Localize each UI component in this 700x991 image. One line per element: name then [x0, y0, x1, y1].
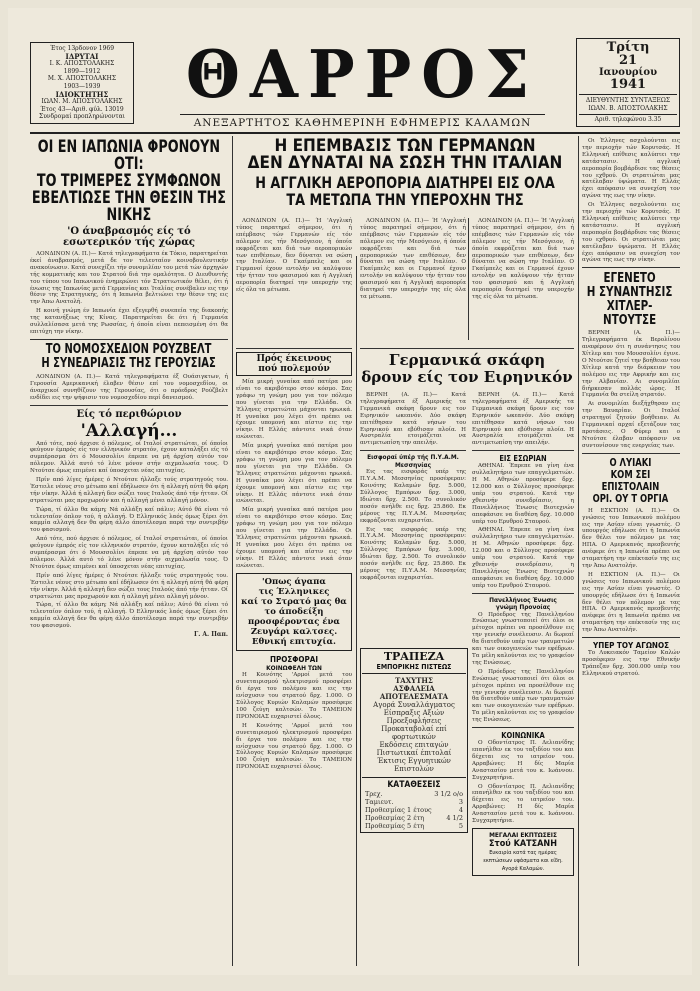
- article-body: Πρίν από λίγες ήμέρες ό Ντούτσε ήλλαξε τούς στρατηγούς του. Έστειλε νέους στο μέτωπο καί έδήλωσεν ότι ή αλλαγή αύτή θά φέρη τήν νίκην. Άλλά ή αλλαγή δεν σώζει τους Ιταλούς άπό τήν ήτταν. Οί στρατιώται μας προχωρούν και ή αλλαγή μένει αλλαγή μόνον.: [30, 572, 228, 600]
- founder-line: Ι. Κ. ΑΠΟΣΤΟΛΑΚΗΣ: [49, 60, 115, 68]
- deposit-rate-row: [362, 790, 466, 798]
- article-body: Εις τας εισφοράς υπέρ της Π.Υ.Α.Μ. Μεσσηνίας προσέφεραν: Κοινότης Καλαμών δρχ. 5.000, Σύλλογος Εμπόρων δρχ. 3.000, Ιδιώται δρχ. 2.500. Το συνολικόν ποσόν ανήλθε εις δρχ. 25.860. Εκ μέρους της Π.Υ.Α.Μ. Μεσσηνίας εκφράζονται ευχαριστίαι.: [360, 469, 466, 524]
- headline-japan: ΟΙ ΕΝ ΙΑΠΩΝΙΑ ΦΡΟΝΟΥΝ ΟΤΙ: ΤΟ ΤΡΙΜΕΡΕΣ ΣΥΜΦΩΝΟΝ ΕΒΕΛΤΙΩΣΕ ΤΗΝ ΘΕΣΙΝ ΤΗΣ ΝΙΚΗΣ: [31, 137, 226, 224]
- article-body: Μία μικρή γυναίκα από πατέρα μου είναι το ακριβότερο στον κόσμο. Σας γράφω τη γνώμη μου για τον πόλεμο που γίνεται για την Ελλάδα. Οι Έλληνες στρατιώται μάχονται ηρωικά. Η γυναίκα μου λέγει ότι πρέπει να έχουμε υπομονή και πίστιν εις την νίκην. Η Ελλάς πάντοτε νικά όταν ενώνεται.: [236, 379, 352, 441]
- article-body: Μία μικρή γυναίκα από πατέρα μου είναι το ακριβότερο στον κόσμο. Σας γράφω τη γνώμη μου για τον πόλεμο που γίνεται για την Ελλάδα. Οι Έλληνες στρατιώται μάχονται ηρωικά. Η γυναίκα μου λέγει ότι πρέπει να έχουμε υπομονή και πίστιν εις την νίκην. Η Ελλάς πάντοτε νικά όταν ενώνεται.: [236, 443, 352, 505]
- union-headline: Πανελλήνιος Ένωσις γνώμη Προνοίας: [489, 595, 557, 612]
- deposit-rates: [362, 790, 466, 830]
- month: Ιανουρίου: [598, 67, 658, 78]
- divider: [582, 453, 680, 454]
- founder-box: [30, 42, 134, 124]
- article-body: Από τότε, πού άρχισε ό πόλεμος, οί Ιταλοί στρατιώται, οί όποίοι φεύγουν έμπρός είς τον ελληνικόν στρατόν, έχουν καταλήξει είς τό συμπέρασμα ότι ό Μουσσολίνι έπρεπε να μή άρχίση αύτόν τον πόλεμον. Άλλά αυτό τό λένε μόνον στήν αιχμαλωσία τους. Ό Ντούτσε όμως επιμένει καί ύποσχεται νέας επιτυχίας.: [30, 536, 228, 570]
- struggle-headline: ΥΠΕΡ ΤΟΥ ΑΓΩΝΟΣ: [592, 641, 669, 651]
- deposits-title: ΚΑΤΑΘΕΣΕΙΣ: [362, 777, 466, 790]
- deposit-rate-label: Προθεσμίας 5 έτη: [365, 822, 425, 830]
- editor-line: ΙΩΑΝ. Β. ΑΠΟΣΤΟΛΑΚΗΣ: [588, 104, 668, 112]
- bank-title: ΤΡΑΠΕΖΑ: [383, 650, 445, 663]
- founder-line: ΙΩΑΝ. Μ. ΑΠΟΣΤΟΛΑΚΗΣ: [41, 98, 123, 106]
- letter-headline: Πρός έκεινους πού πολεμούν: [236, 352, 352, 376]
- editor-line: ΔΙΕΥΘΥΝΤΗΣ ΣΥΝΤΑΞΕΩΣ: [579, 94, 677, 105]
- deposit-rate-value: 3: [458, 798, 463, 806]
- founder-line: ΙΔΙΟΚΤΗΤΗΣ: [55, 89, 109, 99]
- founder-line: Μ. Χ. ΑΠΟΣΤΟΛΑΚΗΣ: [47, 75, 117, 83]
- article-body: ΛΟΝΔΙΝΟΝ (Α. Π.)— Ή 'Αγγλική τύπος παρατηρεί σήμερον, ότι ή επέμβασις τών Γερμανών είς τόν πόλεμον εις τήν Μεσόγειον, ή όποία εκφράζεται και διά των αεροπορικών των επιθέσεων, δεν δύναται να σώση την Ιταλίαν. Ο Γκαίμπελς και οι Γερμανοί έχουν εντολήν να καλύψουν τήν ήτταν του φασισμού και ή Αγγλική αεροπορία διατηρεί την υπεροχήν της είς όλα τα μέτωπα.: [472, 218, 574, 300]
- article-body: Πρίν από λίγες ήμέρες ό Ντούτσε ήλλαξε τούς στρατηγούς του. Έστειλε νέους στο μέτωπο καί έδήλωσεν ότι ή αλλαγή αύτή θά φέρη τήν νίκην. Άλλά ή αλλαγή δεν σώζει τους Ιταλούς άπό τήν ήτταν. Οί στρατιώται μας προχωρούν και ή αλλαγή μένει αλλαγή μόνον.: [30, 477, 228, 504]
- founder-line: Έτος 13ρδονον 1969: [49, 45, 115, 52]
- article-body: Εις τας εισφοράς υπέρ της Π.Υ.Α.Μ. Μεσσηνίας προσέφεραν: Κοινότης Καλαμών δρχ. 5.000, Σύλλογος Εμπόρων δρχ. 3.000, Ιδιώται δρχ. 2.500. Το συνολικόν ποσόν ανήλθε εις δρχ. 25.860. Εκ μέρους της Π.Υ.Α.Μ. Μεσσηνίας εκφράζονται ευχαριστίαι.: [360, 526, 466, 581]
- right-column: [582, 138, 680, 680]
- article-body: Ο Οδοντίατρος Π. Δελιανίδης επανήλθεν εκ του ταξιδίου του και δέχεται εις το ιατρείον του. Αρραβώνες: Η δίς Μαρία Αναστασίου μετά του κ. Ιωάννου. Συγχαρητήρια.: [472, 740, 574, 781]
- headline-roosevelt: ΤΟ ΝΟΜΟΣΧΕΔΙΟΝ ΡΟΥΖΒΕΛΤ Η ΣΥΝΕΔΡΙΑΣΙΣ ΤΗΣ ΓΕΡΟΥΣΙΑΣ: [41, 341, 216, 371]
- offers-subheadline: ΚΟΙΝΩΦΕΛΗ ΤΩΝ: [266, 664, 322, 673]
- divider: [582, 637, 680, 638]
- deposit-rate-label: Τρεχ.: [365, 790, 383, 798]
- article-body: Ο Οδοντίατρος Π. Δελιανίδης επανήλθεν εκ του ταξιδίου του και δέχεται εις το ιατρείον του. Αρραβώνες: Η δίς Μαρία Αναστασίου μετά του κ. Ιωάννου. Συγχαρητήρια.: [472, 783, 574, 825]
- section-title: Είς τό περιθώριον: [76, 408, 182, 420]
- article-body: ΒΕΡΝΗ (Α. Π.)— Τηλεγραφήματα έκ Βερολίνου αναφέρουν ότι η συνάντησις του Χίτλερ και του Μουσσολίνι έγινε. Ο Ντούτσε ζητεί την βοήθειαν του Χίτλερ κατά την διάρκειαν του πολέμου εις την Αφρικήν και εις την Αλβανίαν. Αι συνομιλίαι διήρκεσαν πολλάς ώρας. Η Γερμανία θα στείλη στρατόν.: [582, 330, 680, 399]
- ships-col2: [472, 392, 574, 876]
- article-body: ΒΕΡΝΗ (Α. Π.)— Κατά τηλεγραφήματα έξ Αμερικής τα Γερμανικά σκάφη δρουν εις τον Ειρηνικόν ωκεανόν. Δύο σκάφη επιτέθησαν κατά νήσων του Ειρηνικού και εβύθισαν πλοία. Η Αυστραλία ετοιμάζεται να αντιμετωπίση την απειλήν.: [472, 392, 574, 447]
- divider: [582, 267, 680, 268]
- founder-line: Έτος 43—Αριθ. φύλ. 13019: [40, 105, 124, 113]
- newspaper-page: [8, 8, 692, 975]
- column-rule: [468, 218, 469, 340]
- second-column: [236, 348, 352, 773]
- divider: [360, 348, 574, 349]
- banner-headline: Η ΕΠΕΜΒΑΣΙΣ ΤΩΝ ΓΕΡΜΑΝΩΝ ΔΕΝ ΔΥΝΑΤΑΙ ΝΑ ΣΩΣΗ ΤΗΝ ΙΤΑΛΙΑΝ: [247, 136, 563, 173]
- article-body: ΛΟΝΔΙΝΟΝ (Α. Π.)— Ή 'Αγγλική τύπος παρατηρεί σήμερον, ότι ή επέμβασις τών Γερμανών είς τόν πόλεμον εις τήν Μεσόγειον, ή όποία εκφράζεται και διά των αεροπορικών των επιθέσεων, δεν δύναται να σώση την Ιταλίαν. Ο Γκαίμπελς και οι Γερμανοί έχουν εντολήν να καλύψουν τήν ήτταν του φασισμού και ή Αγγλική αεροπορία διατηρεί την υπεροχήν της είς όλα τα μέτωπα.: [360, 218, 466, 300]
- divider: [472, 593, 574, 594]
- article-body: Η Κοινότης 'Αρμοί μετά του συνεταιρισμού ηλεκτρισμού προσφέρει δι έργα του πολέμου και εις την ενίσχυσιν του στρατού δρχ. 1.000. Ο Σύλλογος Κυριών Καλαμών προσέφερε 100 ζεύγη καλτσών. Το ΤΑΜΕΙΟΝ ΠΡΟΝΟΙΑΣ ευχαριστεί όλους.: [236, 672, 352, 720]
- newspaper-name: ΘΑΡΡΟΣ: [185, 36, 540, 113]
- bank-item: Προκαταβολαί επί φορτωτικών: [381, 725, 447, 741]
- column-rule: [356, 256, 357, 966]
- divider: [30, 405, 228, 406]
- column-rule: [232, 136, 233, 966]
- founder-line: 1903—1939: [63, 82, 101, 90]
- masthead: [30, 34, 680, 130]
- hitler-duce-headline: ΕΓΕΝΕΤΟ Η ΣΥΝΑΝΤΗΣΙΣ ΧΙΤΛΕΡ-ΝΤΟΥΤΣΕ: [586, 270, 673, 329]
- article-body: Αι συνομιλίαι διεξήχθησαν εις την Βαυαρίαν. Οι Ιταλοί στρατηγοί ζητούν βοήθειαν. Αι Γερμανικαί αρχαί εξετάζουν τας προτάσεις. Ο Φύρερ και ο Ντούτσε έλαβαν απόφασιν να συντονίσουν τας ενεργείας των.: [582, 401, 680, 449]
- appeal-box: 'Οπως άγαπα τις Έλληνικες καί το Στρατό μας θα το άποδείξη προσφέροντας ένα Ζευγάρι καλτσες. Εθνική επιτυχία.: [236, 573, 352, 651]
- phone-line: Αριθ. τηλεφώνου 3.35: [579, 114, 677, 124]
- ships-section: [360, 348, 574, 386]
- bank-item: Πιστωτικαί έπιτολαί: [376, 749, 452, 757]
- article-body: ΛΟΝΔΙΝΟΝ (Α. Π.)— Ή 'Αγγλική τύπος παρατηρεί σήμερον, ότι ή επέμβασις τών Γερμανών είς τόν πόλεμον εις τήν Μεσόγειον, ή όποία εκφράζεται και διά των αεροπορικών των επιθέσεων, δεν δύναται να σώση την Ιταλίαν. Ο Γκαίμπελς και οι Γερμανοί έχουν εντολήν να καλύψουν τήν ήτταν του φασισμού και ή Αγγλική αεροπορία διατηρεί την υπεροχήν της είς όλα τα μέτωπα.: [236, 218, 352, 294]
- banner-article-col3: [472, 218, 574, 303]
- deposit-rate-label: Προθεσμίας 1 έτους: [365, 806, 432, 814]
- article-body: Η ΕΣΚΤΙΟΝ (Α. Π.)— Οι γνώσεις του Ιαπωνικού πολέμου εις την Ασίαν είναι γνωστές. Ο υπουργός εδήλωσε ότι ή Ιαπωνία δεν θέλει τον πόλεμον με τας ΗΠΑ. Ο Αμερικανός πρεσβευτής ανέφερε ότι η Ιαπωνία πρέπει να σταματήση την επέκτασίν της εις την Άπω Ανατολήν.: [582, 571, 680, 634]
- column-title: 'Αλλαγή...: [80, 420, 178, 441]
- newspaper-subtitle: ΑΝΕΞΑΡΤΗΤΟΣ ΚΑΘΗΜΕΡΙΝΗ ΕΦΗΜΕΡΙΣ ΚΑΛΑΜΩΝ: [180, 114, 545, 129]
- ships-col1: [360, 392, 466, 584]
- year: 1941: [609, 77, 647, 92]
- article-body: ΒΕΡΝΗ (Α. Π.)— Κατά τηλεγραφήματα έξ Αμερικής τα Γερμανικά σκάφη δρουν εις τον Ειρηνικόν ωκεανόν. Δύο σκάφη επιτέθησαν κατά νήσων του Ειρηνικού και εβύθισαν πλοία. Η Αυστραλία ετοιμάζεται να αντιμετωπίση την απειλήν.: [360, 392, 466, 447]
- article-body: Οι Έλληνες ασχολούνται εις την περιοχήν τών Κορυτσάς. Η Ελληνική επίθεσις καλύπτει την κατάστασιν. Η αγγλική αεροπορία βομβάρδισε τας θέσεις του εχθρού. Οι στρατιώται μας κατέλαβαν ύψώματα. Η Ελλάς έχει απόφασιν να συνεχίση τον αγώνα της εως την νίκην.: [582, 202, 680, 264]
- deposit-rate-label: Ταμιευτ.: [365, 798, 394, 806]
- ships-headline: Γερμανικά σκάφη δρουν είς τον Ειρηνικόν: [361, 351, 573, 386]
- deposit-rate-value: 4 1/2: [446, 814, 463, 822]
- left-column: [30, 138, 228, 639]
- deposit-rate-value: 5: [458, 822, 463, 830]
- masthead-rule: [30, 132, 680, 134]
- bank-item: Αγορά Συναλλάγματος: [373, 701, 455, 709]
- divider: [472, 727, 574, 728]
- deposit-rate-label: Προθεσμίας 2 έτη: [365, 814, 425, 822]
- deposit-rate-row: [362, 822, 466, 830]
- founder-line: ΙΔΡΥΤΑΙ: [65, 51, 99, 61]
- deposit-rate-row: [362, 814, 466, 822]
- bank-item: Προεξοφλήσεις: [386, 717, 442, 725]
- banner-article-col2: [360, 218, 466, 303]
- article-body: ΑΘΗΝΑΙ. Έπρεπε να γίνη ένα συλλαλητήριο των επαγγελματιών. Η Μ. Αθηνών προσέφερε δρχ. 12.000 και ο Σύλλογος προσέφερε υπέρ του στρατού. Κατά την χθεσινήν συνεδρίασιν, η Πανελλήνιος Ένωσις Βιοτεχνών απεφάσισε να διαθέση δρχ. 10.000 υπέρ του Ερυθρού Σταυρού.: [472, 463, 574, 525]
- article-body: Οι Έλληνες ασχολούνται εις την περιοχήν τών Κορυτσάς. Η Ελληνική επίθεσις καλύπτει την κατάστασιν. Η αγγλική αεροπορία βομβάρδισε τας θέσεις του εχθρού. Οι στρατιώται μας κατέλαβαν ύψώματα. Η Ελλάς έχει απόφασιν να συνεχίση τον αγώνα της εως την νίκην.: [582, 138, 680, 200]
- founder-line: Συνδρομαί προπληρώνονται: [39, 113, 125, 121]
- article-body: Ο Πρόεδρος της Πανελληνίου Ενώσεως γνωστοποιεί ότι όλοι οι μέτοχοι πρέπει να προσέλθουν εις την γενικήν συνέλευσιν. Αι δωρεαί θα διατεθούν υπέρ των τραυματιών και των οικογενειών των εφέδρων. Τα μέλη καλούνται εις το γραφείον της Ενώσεως.: [472, 611, 574, 666]
- main-banner: [236, 138, 574, 209]
- divider: [360, 450, 466, 451]
- article-body: ΛΟΝΔΙΝΟΝ (Α. Π.)— Κατά τηλεγραφήματα έξ Ουάσιγκτων, ή Γερουσία Αμερικανική έλαβεν θέσιν επί του νομοσχεδίου, οι άναρχικοί συνηθίζουν της Γερουσίας, ότι ο πρόεδρος Ρούζβελτ ενδίδει εις την ψήφισιν του νομοσχεδίου περί δανεισμού.: [30, 373, 228, 401]
- weekday: Τρίτη: [606, 40, 650, 55]
- article-body: ΑΘΗΝΑΙ. Έπρεπε να γίνη ένα συλλαλητήριο των επαγγελματιών. Η Μ. Αθηνών προσέφερε δρχ. 12.000 και ο Σύλλογος προσέφερε υπέρ του στρατού. Κατά την χθεσινήν συνεδρίασιν, η Πανελλήνιος Ένωσις Βιοτεχνών απεφάσισε να διαθέση δρχ. 10.000 υπέρ του Ερυθρού Σταυρού.: [472, 527, 574, 589]
- social-headline: ΚΟΙΝΩΝΙΚΑ: [501, 731, 545, 741]
- article-body: Τώρα, τί άλλο θα κάμη; Νά αλλάξη καί πάλιν; Αύτό θά είναι τό τελευταίον όπλον τού, ή αλλαγή. Ό Ελληνικός λαός όμως ξέρει ότι καμμία αλλαγή δεν θα φέρη άλλο άποτέλεσμα παρά την συντριβήν του φασισμού.: [30, 506, 228, 534]
- article-body: Το Λυκειακόν Ταμείον Καλών προσέφερεν εις την Εθνικήν Τράπεζαν δρχ. 300.000 υπέρ του Ελληνικού στρατού.: [582, 650, 680, 677]
- divider: [472, 450, 574, 451]
- deposit-rate-row: [362, 806, 466, 814]
- banner-article-col1: [236, 218, 352, 296]
- signature: Γ. Α. Παπ.: [193, 631, 228, 639]
- bank-item: Είσπραξις Αξιών: [383, 709, 445, 717]
- domestic-headline: ΕΙΣ ΕΣΩΡΙΑΝ: [499, 454, 547, 464]
- bank-item: ΤΑΧΥΤΗΣ: [395, 676, 433, 685]
- bank-ad: [360, 648, 468, 833]
- bank-item: ΑΣΦΑΛΕΙΑ ΑΠΟΤΕΛΕΣΜΑΤΑ: [379, 684, 449, 701]
- divider: [30, 339, 228, 340]
- column-rule: [578, 136, 579, 966]
- offers-headline: ΠΡΟΣΦΟΡΑΙ: [269, 655, 319, 665]
- article-body: Η ΕΣΚΤΙΟΝ (Α. Π.)— Οι γνώσεις του Ιαπωνικού πολέμου εις την Ασίαν είναι γνωστές. Ο υπουργός εδήλωσε ότι ή Ιαπωνία δεν θέλει τον πόλεμον με τας ΗΠΑ. Ο Αμερικανός πρεσβευτής ανέφερε ότι η Ιαπωνία πρέπει να σταματήση την επέκτασίν της εις την Άπω Ανατολήν.: [582, 507, 680, 569]
- japan-letter-headline: Ο ΛΥΙΑΚΙ ΚΟΜ ΣΕΙ ΕΠΙΣΤΟΛΑΙΝ ΟΡΙ. ΟΥ Τ ΟΡΓΙΑ: [592, 455, 669, 505]
- article-body: Τώρα, τί άλλο θα κάμη; Νά αλλάξη καί πάλιν; Αύτό θά είναι τό τελευταίον όπλον τού, ή αλλαγή. Ό Ελληνικός λαός όμως ξέρει ότι καμμία αλλαγή δεν θα φέρη άλλο άποτέλεσμα παρά την συντριβήν του φασισμού.: [30, 602, 228, 630]
- article-body: ΛΟΝΔΙΝΟΝ (Α. Π.)— Κατά τηλεγραφήματα έκ Τόκιο, παρατηρείται έκεί άναβρασμός, μετά δε τον τελευταίον κοινοβουλευτικήν ανακοίνωσιν. Κατά συνεχίζει τήν συνομιλίαν του μετά τών άρχηγών τής κομματικής και του Στρατού διά την ομαλότητα. Ο Διευθυντής του τύπου του Ιαπωνικού ένημερώνει τόν Στρατιωτικόν θέλει, ότι ή ένωσις της Ιαπωνίας μετά Γερμανίας και Ίταλίας συνέβαλεν εις την θέσιν της Στρατηγικής, ότι ή Ιαπωνία βελτιώνει την θέσιν της εις την Άπω Ανατολή.: [30, 251, 228, 306]
- deposit-rate-value: 4: [458, 806, 463, 814]
- subheadline-japan: 'Ο άναβρασμός είς τό εσωτερικόν τής χώρας: [63, 226, 195, 248]
- article-body: Μία μικρή γυναίκα από πατέρα μου είναι το ακριβότερο στον κόσμο. Σας γράφω τη γνώμη μου για τον πόλεμο που γίνεται για την Ελλάδα. Οι Έλληνες στρατιώται μάχονται ηρωικά. Η γυναίκα μου λέγει ότι πρέπει να έχουμε υπομονή και πίστιν εις την νίκην. Η Ελλάς πάντοτε νικά όταν ενώνεται.: [236, 507, 352, 569]
- divider: [236, 348, 352, 349]
- bank-item: Εκδόσεις επιταγών: [379, 741, 449, 749]
- article-body: Ο Πρόεδρος της Πανελληνίου Ενώσεως γνωστοποιεί ότι όλοι οι μέτοχοι πρέπει να προσέλθουν εις την γενικήν συνέλευσιν. Αι δωρεαί θα διατεθούν υπέρ των τραυματιών και των οικογενειών των εφέδρων. Τα μέλη καλούνται εις το γραφείον της Ενώσεως.: [472, 668, 574, 724]
- bank-item: Έκτισις Εγγυητικών Επιστολών: [377, 757, 451, 773]
- banner-headline-air: Η ΑΓΓΛΙΚΗ ΑΕΡΟΠΟΡΙΑ ΔΙΑΤΗΡΕΙ ΕΙΣ ΟΛΑ ΤΑ ΜΕΤΩΠΑ ΤΗΝ ΥΠΕΡΟΧΗΝ ΤΗΣ: [255, 174, 555, 209]
- article-body: Από τότε, πού άρχισε ό πόλεμος, οί Ιταλοί στρατιώται, οί όποίοι φεύγουν έμπρός είς τον ελληνικόν στρατόν, έχουν καταλήξει είς τό συμπέρασμα ότι ό Μουσσολίνι έπρεπε να μή άρχίση αύτόν τον πόλεμον. Άλλά αυτό τό λένε μόνον στήν αιχμαλωσία τους. Ό Ντούτσε όμως επιμένει καί ύποσχεται νέας επιτυχίας.: [30, 440, 228, 475]
- date-number: 21: [618, 53, 638, 68]
- deposit-rate-value: 3 1/2 ο/ο: [434, 790, 463, 798]
- article-body: Η Κοινότης 'Αρμοί μετά του συνεταιρισμού ηλεκτρισμού προσφέρει δι έργα του πολέμου και εις την ενίσχυσιν του στρατού δρχ. 1.000. Ο Σύλλογος Κυριών Καλαμών προσέφερε 100 ζεύγη καλτσών. Το ΤΑΜΕΙΟΝ ΠΡΟΝΟΙΑΣ ευχαριστεί όλους.: [236, 722, 352, 771]
- article-body: Η κοινή γνώμη έν Ιαπωνία έχει εξεγερθή συνεπεία της διακοπής της κατανήξεως της Κίνας. Παρατηρείται δε ότι ή Γερμανία συλλαλίσασα μετά της Ρωσσίας, ή όποία είναι πεπεισμένη ότι θα επιτύχη την νίκην.: [30, 308, 228, 335]
- founder-line: 1899—1912: [63, 67, 101, 75]
- bank-subtitle: ΕΜΠΟΡΙΚΗΣ ΠΙΣΤΕΩΣ: [362, 663, 466, 674]
- contributions-headline: Εισφοραί ύπέρ τής Π.Υ.Α.Μ. Μεσσηνίας: [367, 453, 459, 469]
- deposit-rate-row: [362, 798, 466, 806]
- date-box: [576, 38, 680, 127]
- discount-ad: ΜΕΓΑΛΑΙ ΕΚΠΤΩΣΕΙΣ Στού ΚΑΤΣΑΝΗ Ευκαιρία κατά τας ημέρας εκπτώσεων υφάσματα και είδη. Αγορά Καλαμών.: [472, 828, 574, 876]
